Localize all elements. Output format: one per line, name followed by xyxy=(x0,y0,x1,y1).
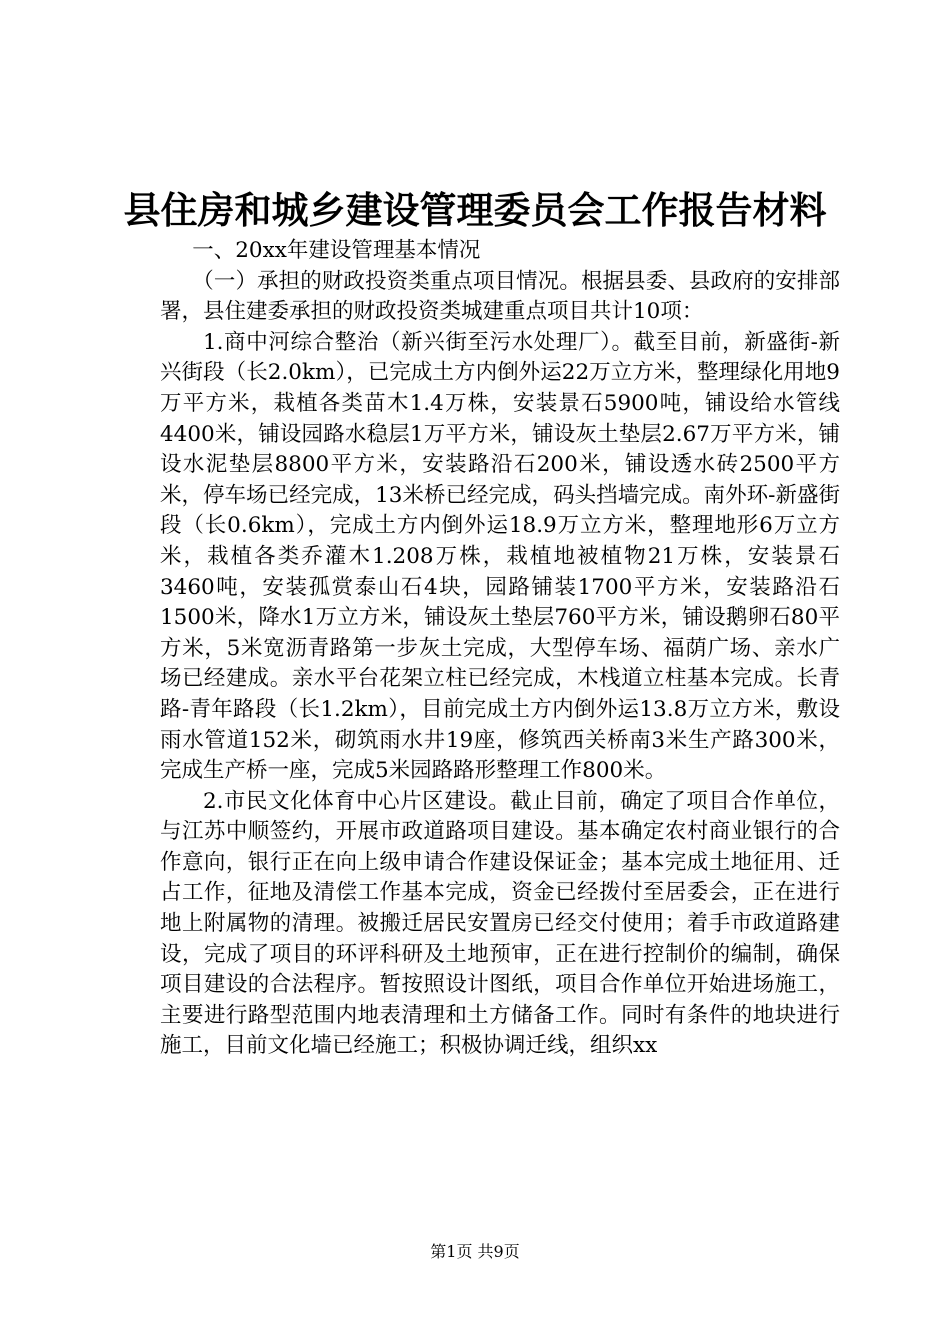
document-title: 县住房和城乡建设管理委员会工作报告材料 xyxy=(123,189,827,232)
page-footer: 第1页 共9页 xyxy=(430,1242,520,1261)
paragraph: 1.商中河综合整治（新兴街至污水处理厂）。截至目前，新盛街-新兴街段（长2.0km），已完成土方内倒外运22万立方米，整理绿化用地9万平方米，栽植各类苗木1.4万株，安装景石5900吨，铺设给水管线4400米，铺设园路水稳层1万平方米，铺设灰土垫层2.67万平方米，铺设水泥垫层8800平方米，安装路沿石200米，铺设透水砖2500平方米，停车场已经完成，13米桥已经完成，码头挡墙完成。南外环-新盛街段（长0.6km），完成土方内倒外运18.9万立方米，整理地形6万立方米，栽植各类乔灌木1.208万株，栽植地被植物21万株，安装景石3460吨，安装孤赏泰山石4块，园路铺装1700平方米，安装路沿石1500米，降水1万立方米，铺设灰土垫层760平方米，铺设鹅卵石80平方米，5米宽沥青路第一步灰土完成，大型停车场、福荫广场、亲水广场已经建成。亲水平台花架立柱已经完成，木栈道立柱基本完成。长青路-青年路段（长1.2km），目前完成土方内倒外运13.8万立方米，敷设雨水管道152米，砌筑雨水井19座，修筑西关桥南3米生产路300米，完成生产桥一座，完成5米园路路形整理工作800米。 xyxy=(160,329,840,784)
paragraph: 2.市民文化体育中心片区建设。截止目前，确定了项目合作单位，与江苏中顺签约，开展市政道路项目建设。基本确定农村商业银行的合作意向，银行正在向上级申请合作建设保证金；基本完成土地征用、迁占工作，征地及清偿工作基本完成，资金已经拨付至居委会，正在进行地上附属物的清理。被搬迁居民安置房已经交付使用；着手市政道路建设，完成了项目的环评科研及土地预审，正在进行控制价的编制，确保项目建设的合法程序。暂按照设计图纸，项目合作单位开始进场施工，主要进行路型范围内地表清理和土方储备工作。同时有条件的地块进行施工，目前文化墙已经施工；积极协调迁线，组织xx xyxy=(160,788,840,1059)
paragraph: （一）承担的财政投资类重点项目情况。根据县委、县政府的安排部署，县住建委承担的财政投资类城建重点项目共计10项： xyxy=(160,268,840,325)
document-body xyxy=(160,236,840,1062)
section-heading: 一、20xx年建设管理基本情况 xyxy=(192,238,481,263)
